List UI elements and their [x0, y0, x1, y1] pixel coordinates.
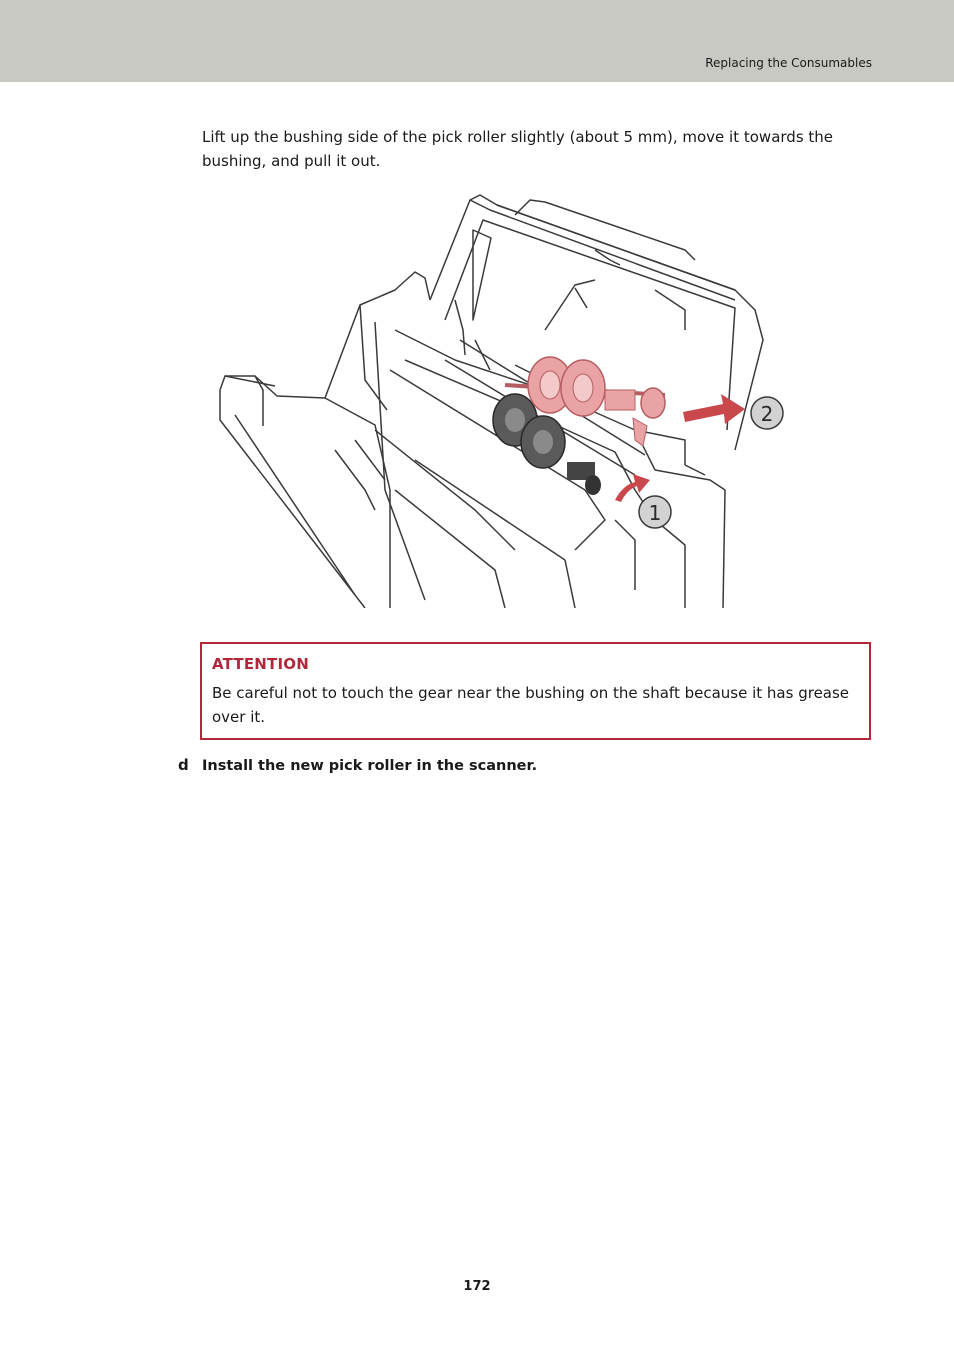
page-number: 172 [463, 1279, 491, 1294]
attention-box [200, 642, 871, 740]
step-d [178, 756, 537, 774]
intro-paragraph: Lift up the bushing side of the pick roller slightly (about 5 mm), move it towards the bushing, and pull it out. [202, 128, 834, 170]
step-letter: d [178, 756, 189, 774]
callout-1 [639, 496, 671, 528]
lift-arrow [615, 474, 650, 502]
attention-text: Be careful not to touch the gear near the bushing on the shaft because it has grease over it. [212, 684, 850, 726]
svg-text:1: 1 [648, 501, 662, 525]
move-arrow [683, 394, 745, 424]
svg-text:2: 2 [760, 402, 774, 426]
scanner-drawing [215, 190, 795, 608]
scanner-illustration [215, 190, 795, 608]
header-title: Replacing the Consumables [705, 56, 872, 70]
callout-2 [751, 397, 783, 429]
step-text: Install the new pick roller in the scanner. [202, 758, 538, 774]
page-header [0, 0, 954, 82]
attention-title: ATTENTION [212, 655, 309, 673]
